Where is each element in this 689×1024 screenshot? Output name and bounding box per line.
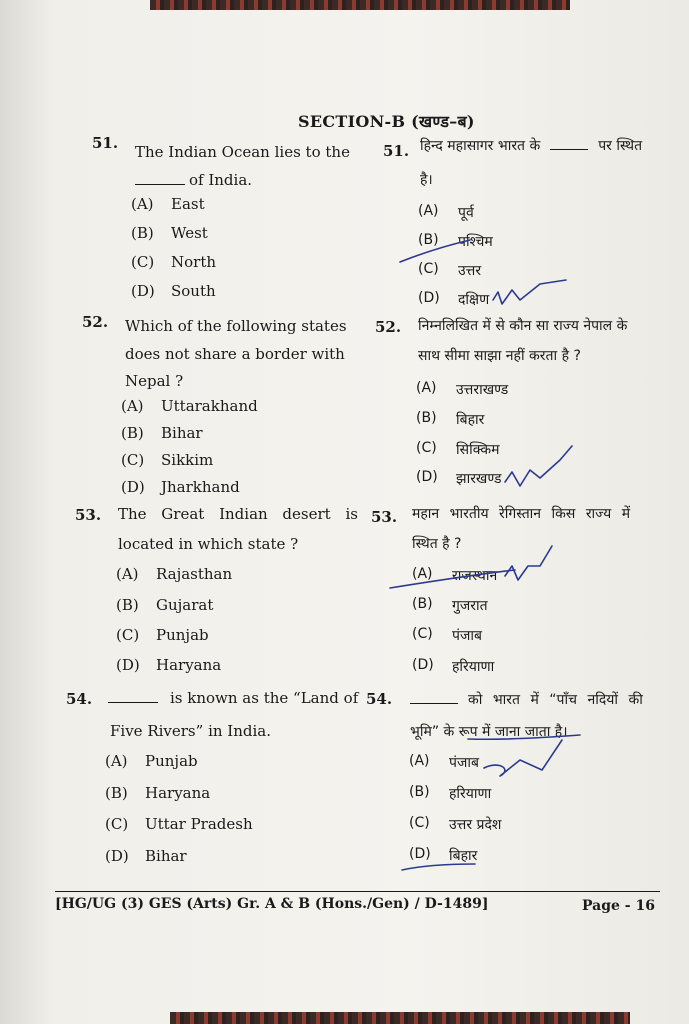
q52-hindi-text-line1: निम्नलिखित में से कौन सा राज्य नेपाल के (418, 318, 628, 334)
q54-hindi-option-c[interactable]: (C) उत्तर प्रदेश (409, 815, 502, 833)
binding-thread-top (150, 0, 570, 10)
q54-option-a[interactable]: (A) Punjab (105, 752, 198, 770)
q52-number: 52. (82, 313, 109, 331)
q52-hindi-option-c[interactable]: (C) सिक्किम (416, 440, 500, 458)
q52-hindi-text-line2: साथ सीमा साझा नहीं करता है ? (418, 348, 581, 364)
q51-hindi-option-c[interactable]: (C) उत्तर (418, 261, 482, 279)
q52-option-b[interactable]: (B) Bihar (121, 424, 203, 442)
q52-hindi-option-a[interactable]: (A) उत्तराखण्ड (416, 380, 509, 398)
q54-text-line2: Five Rivers” in India. (110, 722, 271, 740)
q53-text-line2: located in which state ? (118, 535, 299, 553)
q51-option-b[interactable]: (B) West (131, 224, 208, 242)
q51-option-d[interactable]: (D) South (131, 282, 216, 300)
q52-hindi-number: 52. (375, 318, 402, 336)
q53-hindi-option-d[interactable]: (D) हरियाणा (412, 657, 495, 675)
q52-tick-mark (505, 446, 572, 486)
page-number: Page - 16 (582, 898, 655, 914)
q51-hindi-option-b[interactable]: (B) पश्चिम (418, 232, 493, 250)
q54-hindi-number: 54. (366, 690, 393, 708)
q53-number: 53. (75, 506, 102, 524)
q53-hindi-option-a[interactable]: (A) राजस्थान (412, 566, 498, 584)
q51-hindi-text-line2: है। (420, 172, 433, 188)
q53-hindi-text-line2: स्थित है ? (412, 536, 462, 552)
q51-text-line2: of India. (135, 166, 252, 194)
q54-number: 54. (66, 690, 93, 708)
q54-option-b[interactable]: (B) Haryana (105, 784, 211, 802)
footer-divider (55, 891, 660, 892)
q53-hindi-number: 53. (371, 508, 398, 526)
q52-hindi-option-b[interactable]: (B) बिहार (416, 410, 485, 428)
q54-option-c[interactable]: (C) Uttar Pradesh (105, 815, 253, 833)
q53-option-a[interactable]: (A) Rajasthan (116, 565, 233, 583)
q53-option-d[interactable]: (D) Haryana (116, 656, 222, 674)
q53-hindi-option-c[interactable]: (C) पंजाब (412, 626, 482, 644)
q51-hindi-number: 51. (383, 142, 410, 160)
q52-option-d[interactable]: (D) Jharkhand (121, 478, 240, 496)
q54-option-d[interactable]: (D) Bihar (105, 847, 187, 865)
q51-tick-mark (493, 280, 566, 304)
q51-hindi-option-a[interactable]: (A) पूर्व (418, 203, 474, 221)
paper-code: [HG/UG (3) GES (Arts) Gr. A & B (Hons./Gen) / D-1489] (55, 896, 489, 912)
q51-option-a[interactable]: (A) East (131, 195, 205, 213)
q53-hindi-option-b[interactable]: (B) गुजरात (412, 596, 488, 614)
q51-number: 51. (92, 134, 119, 152)
binding-thread-bottom (170, 1012, 630, 1024)
q53-hindi-text-line1: महान भारतीय रेगिस्तान किस राज्य में (412, 506, 631, 522)
q53-tick-mark (505, 546, 552, 580)
q54-hindi-text-line1: को भारत में “पाँच नदियों की (410, 686, 643, 714)
q54-text-line1: is known as the “Land of (108, 684, 358, 712)
q51-text-line1: The Indian Ocean lies to the (135, 143, 350, 161)
q54-hindi-option-b[interactable]: (B) हरियाणा (409, 784, 492, 802)
q54-hindi-text-line2: भूमि” के रूप में जाना जाता है। (410, 724, 568, 740)
q51-hindi-option-d[interactable]: (D) दक्षिण (418, 290, 490, 308)
q53-option-c[interactable]: (C) Punjab (116, 626, 209, 644)
q52-hindi-option-d[interactable]: (D) झारखण्ड (416, 469, 502, 487)
q52-text-line2: does not share a border with (125, 345, 345, 363)
q52-text-line3: Nepal ? (125, 372, 184, 390)
section-title: SECTION-B (खण्ड–ब) (298, 112, 475, 131)
q53-text-line1: The Great Indian desert is (118, 505, 358, 523)
q51-hindi-text-line1: हिन्द महासागर भारत के पर स्थित (420, 138, 643, 154)
q52-option-a[interactable]: (A) Uttarakhand (121, 397, 258, 415)
q53-option-b[interactable]: (B) Gujarat (116, 596, 214, 614)
q54-hindi-option-d[interactable]: (D) बिहार (409, 846, 478, 864)
q54-hindi-option-a[interactable]: (A) पंजाब (409, 753, 479, 771)
q52-text-line1: Which of the following states (125, 317, 347, 335)
q52-option-c[interactable]: (C) Sikkim (121, 451, 214, 469)
q51-option-c[interactable]: (C) North (131, 253, 217, 271)
